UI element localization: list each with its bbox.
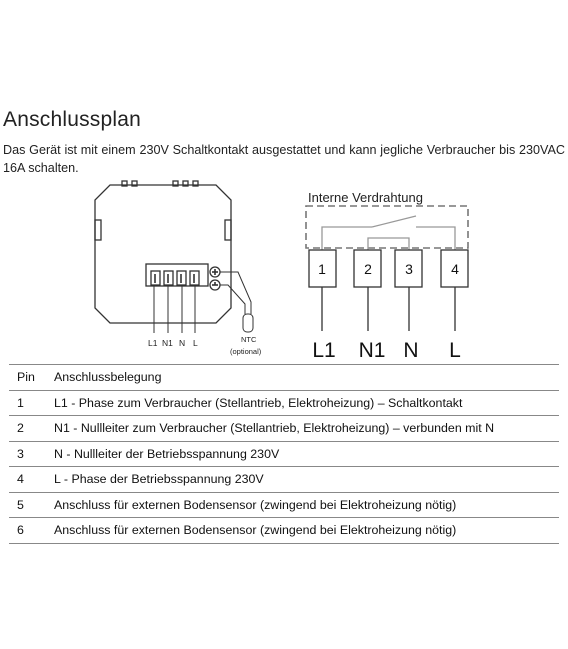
intro-text: Das Gerät ist mit einem 230V Schaltkontakt ausgestattet und kann jegliche Verbraucher bis 230VAC 16A schalten. xyxy=(3,143,565,175)
table-row xyxy=(9,467,559,493)
pin-description: N - Nullleiter der Betriebsspannung 230V xyxy=(54,441,559,467)
wiring-label-n: N xyxy=(403,339,419,362)
wiring-label-n1: N1 xyxy=(358,339,386,362)
wiring-label-l: L xyxy=(449,339,461,362)
table-row xyxy=(9,416,559,442)
terminal-number-1: 1 xyxy=(318,261,326,277)
pin-number: 2 xyxy=(9,416,54,442)
pin-number: 5 xyxy=(9,492,54,518)
pin-number: 1 xyxy=(9,390,54,416)
terminal-number-2: 2 xyxy=(364,261,372,277)
page-title: Anschlussplan xyxy=(3,108,142,131)
table-row xyxy=(9,492,559,518)
wiring-title: Interne Verdrahtung xyxy=(308,190,423,205)
pin-description: Anschluss für externen Bodensensor (zwingend bei Elektroheizung nötig) xyxy=(54,518,559,544)
terminal-number-3: 3 xyxy=(405,261,413,277)
table-row xyxy=(9,518,559,544)
ntc-optional-note: (optional) xyxy=(230,347,262,356)
ntc-label: NTC xyxy=(241,335,257,344)
pin-number: 4 xyxy=(9,467,54,493)
device-label-n1: N1 xyxy=(162,338,173,348)
device-label-n: N xyxy=(179,338,186,348)
pin-number: 6 xyxy=(9,518,54,544)
pin-description: N1 - Nullleiter zum Verbraucher (Stellantrieb, Elektroheizung) – verbunden mit N xyxy=(54,416,559,442)
device-label-l: L xyxy=(193,338,198,348)
table-header-row xyxy=(9,365,559,391)
pin-description: L - Phase der Betriebsspannung 230V xyxy=(54,467,559,493)
terminal-number-4: 4 xyxy=(451,261,459,277)
device-label-l1: L1 xyxy=(148,338,158,348)
wiring-diagram xyxy=(295,186,480,366)
header-pin: Pin xyxy=(9,365,54,391)
header-assignment: Anschlussbelegung xyxy=(54,365,559,391)
table-row xyxy=(9,390,559,416)
device-outline xyxy=(95,185,231,323)
pin-number: 3 xyxy=(9,441,54,467)
table-row xyxy=(9,441,559,467)
device-diagram xyxy=(88,180,268,360)
pin-description: L1 - Phase zum Verbraucher (Stellantrieb, Elektroheizung) – Schaltkontakt xyxy=(54,390,559,416)
pin-table xyxy=(9,364,559,544)
pin-description: Anschluss für externen Bodensensor (zwingend bei Elektroheizung nötig) xyxy=(54,492,559,518)
wiring-label-l1: L1 xyxy=(312,339,336,362)
